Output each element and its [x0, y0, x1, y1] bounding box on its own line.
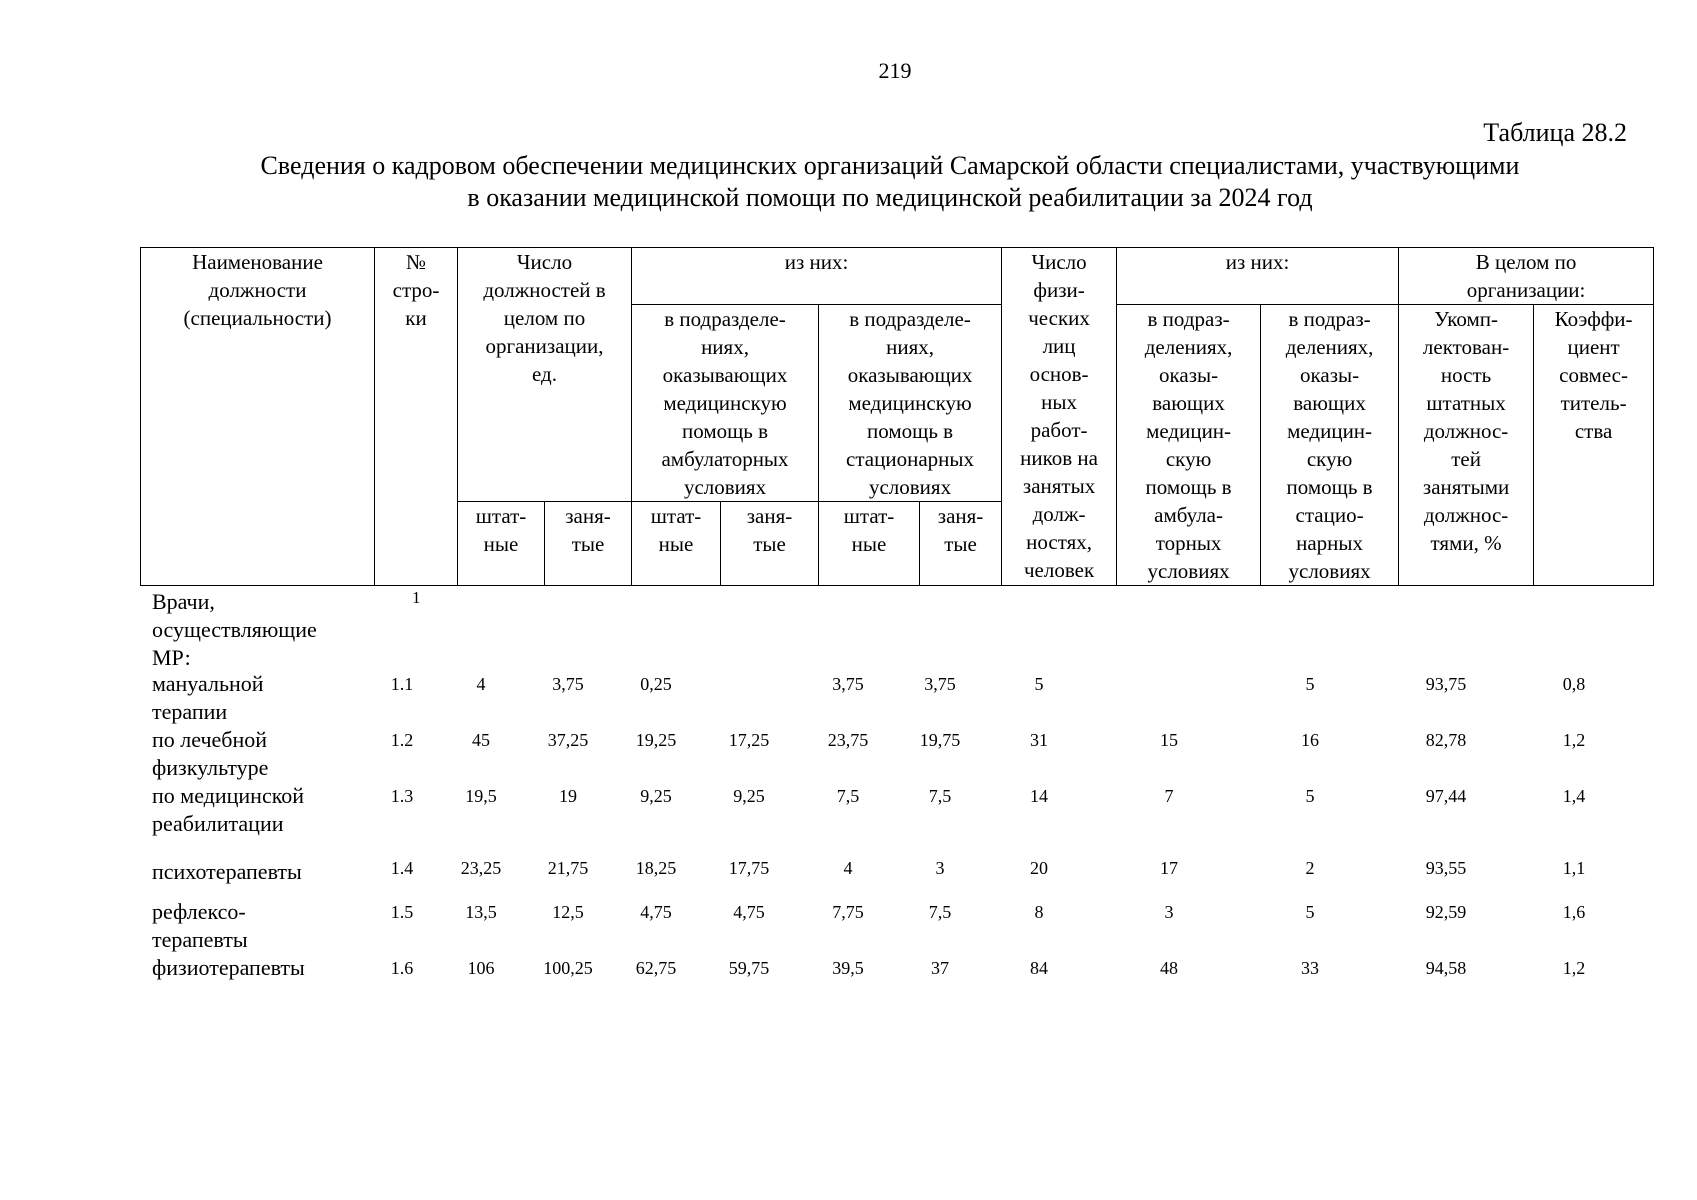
text-line: занятыми	[1422, 475, 1510, 499]
header-amb-zanyat	[721, 502, 819, 586]
header-stat-units	[819, 305, 1002, 502]
header-stat-shtat	[819, 502, 920, 586]
header-positions-total	[458, 248, 632, 502]
text-line: МР:	[152, 645, 191, 670]
text-line: условиях	[1288, 559, 1371, 583]
text-line: торных	[1155, 531, 1222, 555]
group-row-number: 1	[412, 588, 421, 607]
text-line: штат-	[475, 504, 527, 528]
cell-coef: 1,2	[1562, 958, 1586, 978]
text-line: Коэффи-	[1554, 307, 1633, 331]
text-line: тей	[1451, 447, 1481, 471]
cell-phys: 5	[1034, 674, 1044, 694]
header-phys-stat	[1261, 305, 1399, 586]
text-line: скую	[1165, 447, 1212, 471]
cell-phys-stat: 5	[1305, 674, 1315, 694]
text-line: должностей в	[483, 278, 606, 302]
text-line: заня-	[937, 504, 984, 528]
cell-phys: 84	[1030, 958, 1048, 978]
text-line: в подразделе-	[849, 307, 971, 331]
cell-staffing: 93,55	[1425, 858, 1467, 878]
text-line: психотерапевты	[152, 859, 302, 884]
text-line: основ-	[1029, 362, 1089, 386]
header-stat-zanyat	[920, 502, 1002, 586]
row-name	[152, 954, 362, 982]
text-line: терапевты	[152, 927, 248, 952]
text-line: тые	[753, 532, 786, 556]
cell-phys-amb: 48	[1160, 958, 1178, 978]
table-label: Таблица 28.2	[1483, 118, 1627, 147]
text-line: рефлексо-	[152, 899, 246, 924]
text-line: стро-	[392, 278, 440, 302]
header-overall	[1399, 248, 1654, 305]
text-line: человек	[1023, 558, 1095, 582]
cell-amb-zan: 59,75	[728, 958, 770, 978]
cell-phys-stat: 5	[1305, 786, 1315, 806]
cell-total-zan: 100,25	[543, 958, 593, 978]
table-title-line-1: Сведения о кадровом обеспечении медицинских организаций Самарской области специалистами, участвующими	[260, 151, 1520, 180]
text-line: условиях	[868, 475, 952, 499]
cell-staffing: 97,44	[1425, 786, 1467, 806]
row-name	[152, 858, 362, 886]
text-line: по медицинской	[152, 783, 305, 808]
cell-coef: 1,1	[1562, 858, 1586, 878]
text-line: терапии	[152, 699, 228, 724]
text-line: амбулаторных	[661, 447, 789, 471]
text-line: в подраз-	[1147, 307, 1230, 331]
cell-amb-zan: 17,25	[728, 730, 770, 750]
cell-stat-shtat: 7,5	[836, 786, 860, 806]
cell-total-zan: 12,5	[552, 902, 584, 922]
text-line: стационарных	[846, 447, 975, 471]
cell-phys: 20	[1030, 858, 1048, 878]
text-line: должнос-	[1423, 503, 1509, 527]
text-line: ческих	[1028, 306, 1090, 330]
cell-amb-zan: 17,75	[728, 858, 770, 878]
text-line: заня-	[746, 504, 793, 528]
cell-no: 1.3	[390, 786, 414, 806]
header-phys-amb	[1117, 305, 1261, 586]
text-line: медицин-	[1146, 419, 1232, 443]
header-iz-nih-2: из них:	[1117, 248, 1399, 305]
text-line: ные	[483, 532, 519, 556]
text-line: мануальной	[152, 671, 264, 696]
cell-phys-stat: 16	[1301, 730, 1319, 750]
row-name	[152, 726, 362, 782]
text-line: занятых	[1022, 474, 1096, 498]
cell-total-shtat: 45	[472, 730, 490, 750]
header-total-shtat	[458, 502, 545, 586]
cell-phys-amb: 7	[1164, 786, 1174, 806]
cell-staffing: 82,78	[1425, 730, 1467, 750]
cell-staffing: 94,58	[1425, 958, 1467, 978]
text-line: медицинскую	[663, 391, 787, 415]
text-line: ства	[1574, 419, 1613, 443]
cell-amb-zan: 4,75	[733, 902, 765, 922]
text-line: Наименование	[192, 250, 323, 274]
cell-phys-stat: 2	[1305, 858, 1315, 878]
text-line: тые	[571, 532, 605, 556]
cell-stat-zan: 19,75	[919, 730, 961, 750]
text-line: ников на	[1020, 446, 1098, 470]
text-line: по лечебной	[152, 727, 268, 752]
cell-stat-shtat: 23,75	[827, 730, 869, 750]
cell-phys-stat: 5	[1305, 902, 1315, 922]
cell-amb-shtat: 62,75	[635, 958, 677, 978]
cell-total-shtat: 13,5	[465, 902, 497, 922]
text-line: штат-	[843, 504, 895, 528]
text-line: заня-	[565, 504, 611, 528]
text-line: ностях,	[1026, 530, 1093, 554]
cell-phys: 14	[1030, 786, 1048, 806]
cell-total-zan: 3,75	[552, 674, 584, 694]
header-total-zanyat	[545, 502, 632, 586]
text-line: медицин-	[1287, 419, 1373, 443]
header-coefficient	[1534, 305, 1654, 586]
text-line: титель-	[1560, 391, 1627, 415]
text-line: помощь в	[681, 419, 769, 443]
cell-coef: 1,6	[1562, 902, 1586, 922]
header-staffing	[1399, 305, 1534, 586]
table-header	[140, 247, 1654, 586]
text-line: работ-	[1030, 418, 1088, 442]
text-line: В целом по	[1475, 250, 1577, 274]
cell-total-zan: 19	[559, 786, 577, 806]
header-row-no	[375, 248, 458, 586]
header-iz-nih-1: из них:	[632, 248, 1002, 305]
cell-total-zan: 21,75	[547, 858, 589, 878]
cell-phys: 8	[1034, 902, 1044, 922]
text-line: ки	[405, 306, 427, 330]
text-line: физкультуре	[152, 755, 269, 780]
cell-stat-shtat: 7,75	[832, 902, 864, 922]
cell-no: 1.2	[390, 730, 414, 750]
text-line: тями, %	[1430, 531, 1502, 555]
cell-stat-zan: 3,75	[924, 674, 956, 694]
text-line: организации,	[485, 334, 604, 358]
text-line: штатных	[1426, 391, 1506, 415]
header-amb-units	[632, 305, 819, 502]
text-line: долж-	[1032, 502, 1086, 526]
cell-stat-zan: 3	[935, 858, 945, 878]
text-line: ниях,	[701, 335, 749, 359]
text-line: организации:	[1466, 278, 1586, 302]
cell-stat-shtat: 3,75	[832, 674, 864, 694]
row-name	[152, 670, 362, 726]
text-line: помощь в	[1145, 475, 1232, 499]
text-line: помощь в	[867, 419, 954, 443]
text-line: ных	[1041, 390, 1077, 414]
cell-phys-amb: 17	[1160, 858, 1178, 878]
text-line: (специальности)	[183, 306, 332, 330]
text-line: ные	[658, 532, 694, 556]
text-line: №	[405, 250, 427, 274]
cell-total-shtat: 23,25	[460, 858, 502, 878]
text-line: оказы-	[1159, 363, 1219, 387]
text-line: условиях	[683, 475, 767, 499]
text-line: делениях,	[1285, 335, 1374, 359]
text-line: штат-	[650, 504, 702, 528]
cell-stat-shtat: 39,5	[832, 958, 864, 978]
cell-coef: 1,4	[1562, 786, 1586, 806]
cell-amb-shtat: 18,25	[635, 858, 677, 878]
cell-total-shtat: 19,5	[465, 786, 497, 806]
text-line: физиотерапевты	[152, 955, 305, 980]
text-line: должности	[208, 278, 307, 302]
text-line: делениях,	[1144, 335, 1233, 359]
text-line: медицинскую	[848, 391, 972, 415]
text-line: тые	[944, 532, 977, 556]
cell-staffing: 93,75	[1425, 674, 1467, 694]
header-name	[141, 248, 375, 586]
cell-no: 1.5	[390, 902, 414, 922]
text-line: условиях	[1147, 559, 1230, 583]
text-line: Укомп-	[1434, 307, 1498, 331]
cell-amb-shtat: 0,25	[640, 674, 672, 694]
header-amb-shtat	[632, 502, 721, 586]
cell-no: 1.4	[390, 858, 414, 878]
cell-phys-amb: 15	[1160, 730, 1178, 750]
cell-stat-zan: 7,5	[928, 786, 952, 806]
header-phys-persons	[1002, 248, 1117, 586]
text-line: ед.	[532, 362, 557, 386]
cell-no: 1.1	[390, 674, 414, 694]
cell-amb-shtat: 19,25	[635, 730, 677, 750]
text-line: циент	[1567, 335, 1620, 359]
text-line: физи-	[1033, 278, 1085, 302]
cell-phys: 31	[1030, 730, 1048, 750]
cell-staffing: 92,59	[1425, 902, 1467, 922]
cell-phys-stat: 33	[1301, 958, 1319, 978]
text-line: целом по	[503, 306, 586, 330]
text-line: вающих	[1152, 391, 1225, 415]
text-line: в подраз-	[1288, 307, 1371, 331]
text-line: совмес-	[1559, 363, 1628, 387]
text-line: вающих	[1293, 391, 1366, 415]
cell-stat-zan: 37	[931, 958, 949, 978]
cell-stat-shtat: 4	[843, 858, 853, 878]
cell-stat-zan: 7,5	[928, 902, 952, 922]
text-line: Число	[1031, 250, 1087, 274]
text-line: нарных	[1296, 531, 1364, 555]
text-line: осуществляющие	[152, 617, 317, 642]
text-line: Число	[516, 250, 573, 274]
text-line: оказывающих	[662, 363, 788, 387]
cell-amb-shtat: 4,75	[640, 902, 672, 922]
text-line: реабилитации	[152, 811, 284, 836]
cell-coef: 1,2	[1562, 730, 1586, 750]
page-number: 219	[878, 58, 912, 83]
table-title-line-2: в оказании медицинской помощи по медицинской реабилитации за 2024 год	[467, 183, 1313, 212]
text-line: в подразделе-	[664, 307, 786, 331]
group-label	[152, 588, 352, 672]
text-line: скую	[1306, 447, 1353, 471]
text-line: помощь в	[1286, 475, 1373, 499]
text-line: лиц	[1042, 334, 1076, 358]
text-line: Врачи,	[152, 589, 215, 614]
text-line: ниях,	[886, 335, 934, 359]
text-line: лектован-	[1422, 335, 1510, 359]
text-line: ность	[1440, 363, 1492, 387]
cell-total-zan: 37,25	[547, 730, 589, 750]
cell-total-shtat: 4	[476, 674, 486, 694]
cell-total-shtat: 106	[467, 958, 495, 978]
text-line: стацио-	[1295, 503, 1364, 527]
table-title	[130, 150, 1650, 214]
text-line: ные	[851, 532, 887, 556]
row-name	[152, 782, 362, 838]
row-name	[152, 898, 362, 954]
cell-amb-shtat: 9,25	[640, 786, 672, 806]
cell-phys-amb: 3	[1164, 902, 1174, 922]
cell-no: 1.6	[390, 958, 414, 978]
text-line: должнос-	[1423, 419, 1509, 443]
text-line: амбула-	[1154, 503, 1223, 527]
cell-amb-zan: 9,25	[733, 786, 765, 806]
cell-coef: 0,8	[1562, 674, 1586, 694]
text-line: оказывающих	[847, 363, 973, 387]
text-line: оказы-	[1300, 363, 1360, 387]
table-body	[140, 588, 1653, 1008]
